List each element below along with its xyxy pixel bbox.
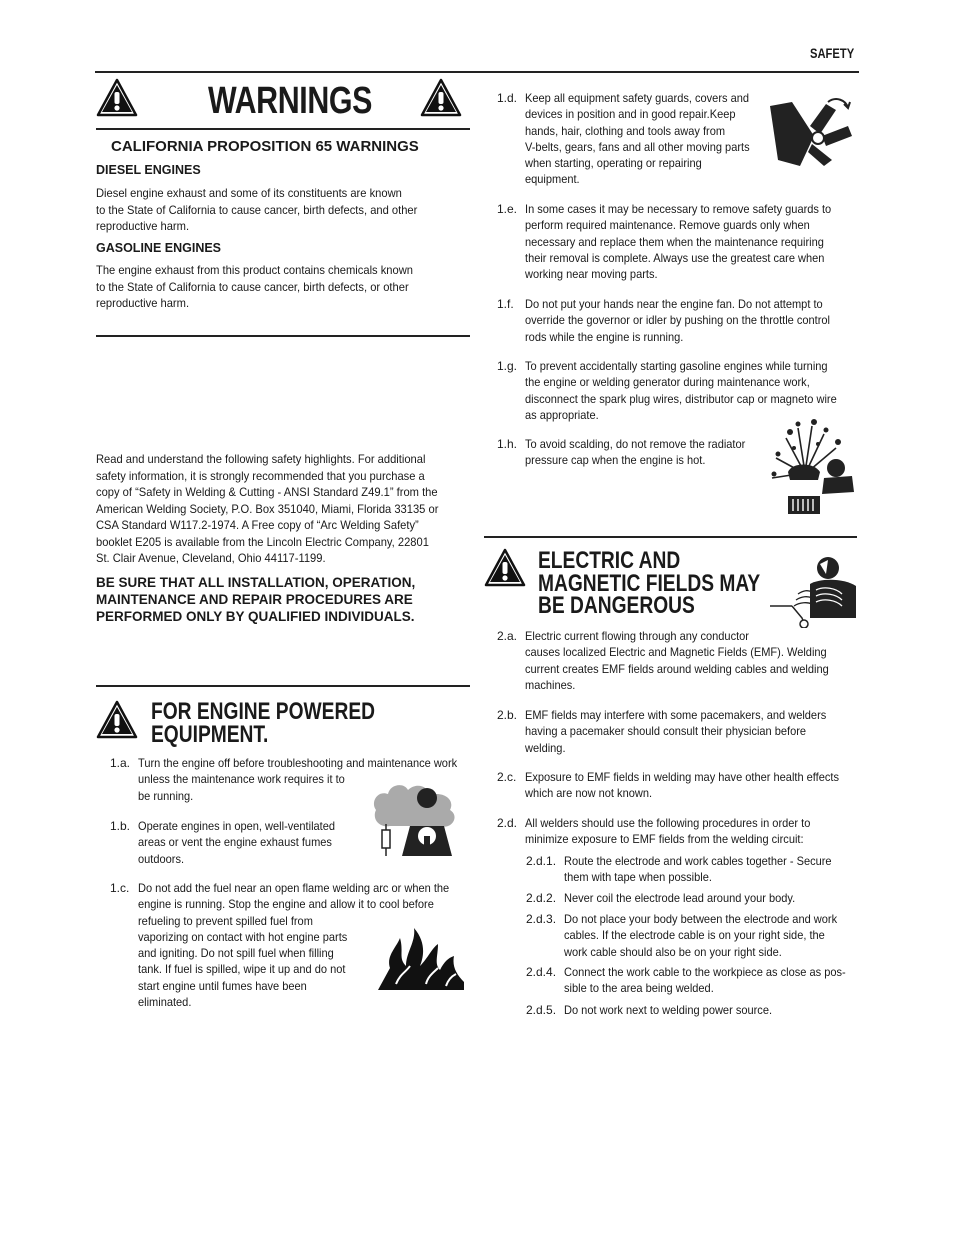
california-bottom-rule — [96, 335, 470, 337]
gasoline-text: The engine exhaust from this product contains chemicals known to the State of California to cause cancer, birth defects, or other reproductive harm. — [96, 263, 413, 310]
warnings-underline — [96, 128, 470, 130]
warning-triangle-icon — [484, 548, 526, 588]
welder-emf-illustration — [770, 554, 858, 628]
header-rule — [95, 71, 859, 73]
california-heading: CALIFORNIA PROPOSITION 65 WARNINGS — [111, 138, 419, 155]
section-label: SAFETY — [810, 45, 855, 61]
diesel-heading: DIESEL ENGINES — [96, 163, 201, 177]
warning-triangle-icon — [96, 700, 138, 740]
fire-hazard-illustration — [376, 922, 466, 992]
diesel-text: Diesel engine exhaust and some of its constituents are known to the State of California to cause cancer, birth defects, and other reproductive harm. — [96, 186, 418, 233]
engine-section-title: FOR ENGINE POWERED EQUIPMENT. — [151, 698, 376, 748]
scalding-radiator-illustration — [768, 418, 856, 518]
engine-section-rule — [96, 685, 470, 687]
intro-paragraph: Read and understand the following safety highlights. For additional safety information, it is strongly recommended that you purchase a copy of “Safety in Welding & Cutting - ANSI Standard Z49.1” from the American Welding Society, P.O. Box 351040, Miami, Florida 33135 or CSA Standard W117.2-1974. A Free copy of “Arc Welding Safety” booklet E205 is available from the Lincoln Electric Company, 22801 St. Clair Avenue, Cleveland, Ohio 44117-1199. — [96, 452, 439, 565]
qualified-individuals-notice: BE SURE THAT ALL INSTALLATION, OPERATION, MAINTENANCE AND REPAIR PROCEDURES ARE PERFORMED ONLY BY QUALIFIED INDIVIDUALS. — [96, 575, 416, 624]
gasoline-heading: GASOLINE ENGINES — [96, 241, 222, 255]
emf-section-title: ELECTRIC AND MAGNETIC FIELDS MAY BE DANGEROUS — [538, 547, 761, 619]
moving-parts-hazard-illustration — [770, 96, 854, 168]
exhaust-fumes-illustration — [370, 780, 462, 858]
emf-section-rule — [484, 536, 857, 538]
warning-triangle-icon — [420, 78, 462, 118]
warnings-title: WARNINGS — [208, 80, 372, 122]
warning-triangle-icon — [96, 78, 138, 118]
